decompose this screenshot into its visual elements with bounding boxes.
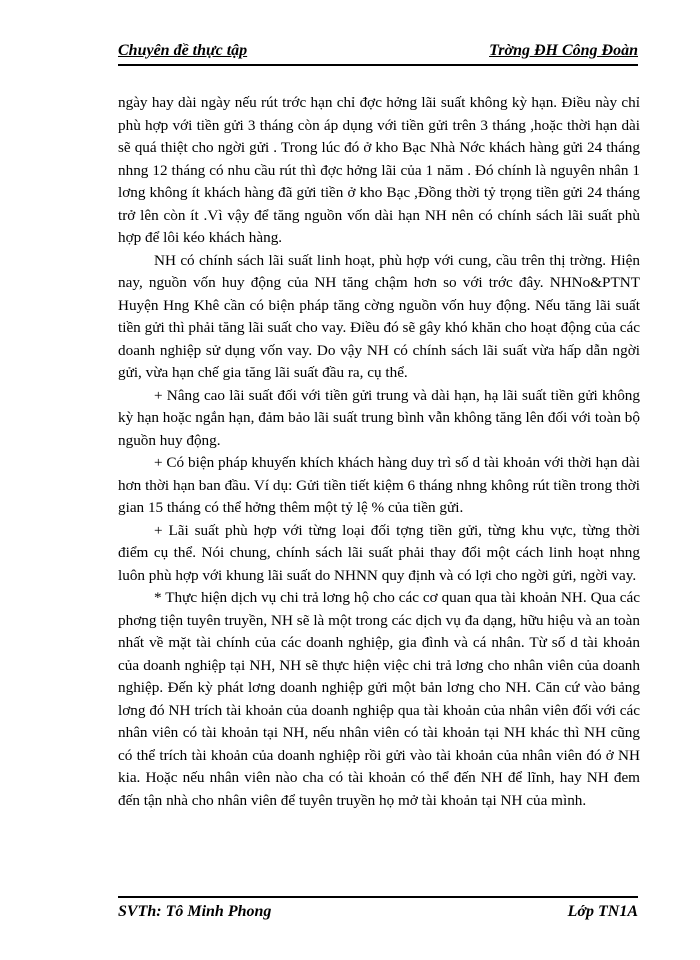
paragraph: + Nâng cao lãi suất đối với tiền gửi trung và dài hạn, hạ lãi suất tiền gửi không kỳ hạn hoặc ngắn hạn, đảm bảo lãi suất trung bình vẫn không tăng lên đối với toàn bộ nguồn huy động. bbox=[118, 386, 640, 449]
paragraph: NH có chính sách lãi suất linh hoạt, phù hợp với cung, cầu trên thị trờng. Hiện nay, nguồn vốn huy động của NH tăng chậm hơn so với trớc đây. NHNo&PTNT Huyện Hng Khê cần có biện pháp tăng cờng nguồn vốn huy động. Nếu tăng lãi suất tiền gửi thì phải tăng lãi suất cho vay. Điều đó sẽ gây khó khăn cho hoạt động của các doanh nghiệp sử dụng vốn vay. Do vậy NH có chính sách lãi suất vừa hấp dẫn ngời gửi, vừa hạn chế gia tăng lãi suất đầu ra, cụ thể. bbox=[118, 251, 640, 381]
paragraph: + Lãi suất phù hợp với từng loại đối tợng tiền gửi, từng khu vực, từng thời điểm cụ thể. Nói chung, chính sách lãi suất phải thay đổi một cách linh hoạt nhng luôn phù hợp với khung lãi suất do NHNN quy định và có lợi cho ngời gửi, ngời vay. bbox=[118, 521, 640, 584]
footer-student-name: SVTh: Tô Minh Phong bbox=[118, 903, 272, 920]
document-body bbox=[118, 92, 640, 812]
paragraph: + Có biện pháp khuyến khích khách hàng duy trì số d tài khoản với thời hạn dài hơn thời hạn ban đầu. Ví dụ: Gửi tiền tiết kiệm 6 tháng nhng không rút tiền trong thời gian 15 tháng có thể hởng thêm một tỷ lệ % của tiền gửi. bbox=[118, 454, 640, 516]
paragraph-continued: ngày hay dài ngày nếu rút trớc hạn chỉ đợc hởng lãi suất không kỳ hạn. Điều này chỉ phù hợp với tiền gửi 3 tháng còn áp dụng với tiền gửi trên 3 tháng ,hoặc thời hạn dài sẽ quá thiệt cho ngời gửi . Trong lúc đó ở kho Bạc Nhà Nớc khách hàng gửi 24 tháng nhng 12 tháng có nhu cầu rút thì đợc hởng lãi của 1 năm . Đó chính là nguyên nhân 1 lơng không ít khách hàng đã gửi tiền ở kho Bạc ,Đồng thời tỷ trọng tiền gửi 24 tháng trở lên còn ít .Vì vậy để tăng nguồn vốn dài hạn NH nên có chính sách lãi suất phù hợp để lôi kéo khách hàng. bbox=[118, 94, 640, 246]
page-footer bbox=[118, 896, 638, 922]
paragraph: * Thực hiện dịch vụ chi trả lơng hộ cho các cơ quan qua tài khoản NH. Qua các phơng tiện tuyên truyền, NH sẽ là một trong các dịch vụ đa dạng, hữu hiệu và an toàn nhất về mặt tài chính của các doanh nghiệp, gia đình và cá nhân. Từ số d tài khoản của doanh nghiệp tại NH, NH sẽ thực hiện việc chi trả lơng cho nhân viên của doanh nghiệp. Đến kỳ phát lơng doanh nghiệp gửi một bản lơng cho NH. Căn cứ vào bảng lơng đó NH trích tài khoản của doanh nghiệp qua tài khoản của nhân viên đối với các nhân viên có tài khoản tại NH, nếu nhân viên có tài khoản tại NH khác thì NH cũng có thể trích tài khoản của doanh nghiệp rồi gửi vào tài khoản của nhân viên đó ở NH kia. Hoặc nếu nhân viên nào cha có tài khoản có thể đến NH để lĩnh, hay NH đem đến tận nhà cho nhân viên để tuyên truyền họ mở tài khoản tại NH của mình. bbox=[118, 589, 640, 809]
page-header bbox=[118, 40, 638, 66]
header-left-title: Chuyên đề thực tập bbox=[118, 42, 248, 59]
footer-class: Lớp TN1A bbox=[567, 903, 638, 920]
header-right-title: Trờng ĐH Công Đoàn bbox=[489, 42, 638, 59]
